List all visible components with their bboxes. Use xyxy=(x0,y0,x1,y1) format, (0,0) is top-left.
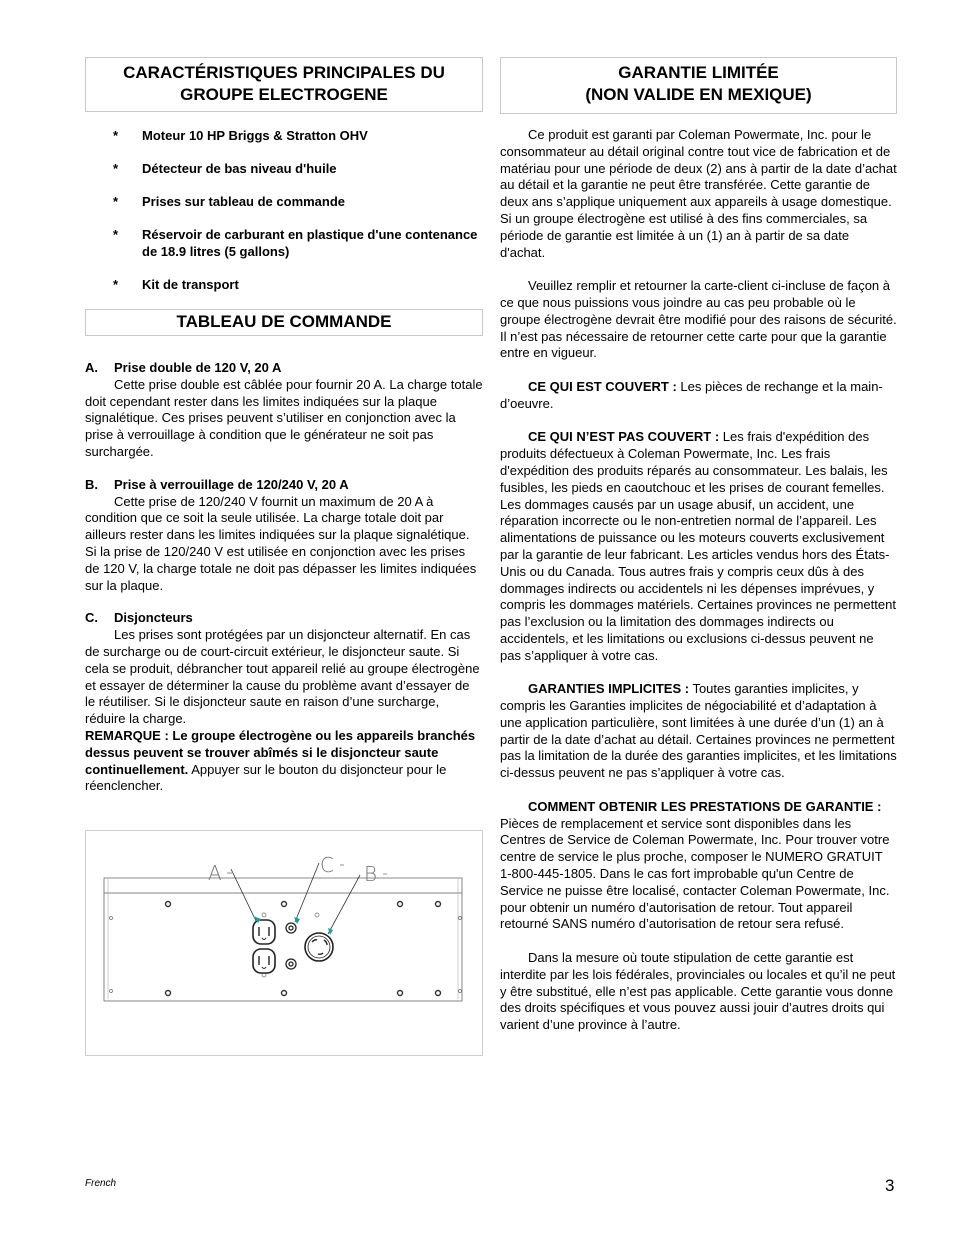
feature-text: Détecteur de bas niveau d'huile xyxy=(142,161,337,176)
section-a-title xyxy=(85,360,483,377)
service-text: Pièces de remplacement et service sont disponibles dans les Centres de Service de Coleman Powermate, Inc. Pour trouver votre centre de service le plus proche, composer le NUMERO GRATUIT 1-800-445-1805. Dans le cas fort improbable qu'un Centre de Service ne puisse être localisé, contacter Coleman Powermate, Inc. pour obtenir un numéro d’autorisation de retour. Tout appareil retourné SANS numéro d’autorisation de retour sera refusé. xyxy=(500,815,890,932)
label-c: C xyxy=(320,853,334,878)
section-title-text: Prise double de 120 V, 20 A xyxy=(114,360,282,375)
features-heading xyxy=(85,57,483,112)
section-b-title xyxy=(85,477,483,494)
covered-lead: CE QUI EST COUVERT : xyxy=(528,378,677,394)
bullet-star: * xyxy=(113,227,119,242)
list-item xyxy=(85,276,483,293)
section-letter: B. xyxy=(85,476,98,492)
implied-paragraph xyxy=(500,681,897,782)
service-paragraph xyxy=(500,799,897,933)
feature-text: Moteur 10 HP Briggs & Stratton OHV xyxy=(142,128,368,143)
covered-text: Les pièces de rechange et la main-d’oeuvre. xyxy=(500,378,883,411)
warranty-heading-line1: GARANTIE LIMITÉE xyxy=(618,63,779,82)
warranty-heading-line2: (NON VALIDE EN MEXIQUE) xyxy=(585,85,812,104)
features-heading-line2: GROUPE ELECTROGENE xyxy=(180,85,388,104)
section-c-note xyxy=(85,728,483,795)
not-covered-text: Les frais d'expédition des produits défectueux à Coleman Powermate, Inc. Les frais d'expédition des produits réparés au consommateur. Les balais, les fusibles, les pieds en caoutchouc et les prises de courant femelles. Les dommages causés par un usage abusif, un accident, une réparation incorrecte ou le non-entretien normal de l’appareil. Les alimentations de puissance ou les moteurs couverts exclusivement par la garantie de leur fabricant. Les articles vendus hors des États-Unis ou du Canada. Tous autres frais y compris ceux dûs à des dommages indirects ou accidentels ni les dépenses imprévues, y compris les dommages matériels. Certaines provinces ne permettent pas l’exclusion ou la limitation des dommages indirects ou accidentels, et les limitations ou exclusions ci-dessus peuvent ne pas s’appliquer à votre cas. xyxy=(500,429,896,663)
service-lead: COMMENT OBTENIR LES PRESTATIONS DE GARANTIE : xyxy=(528,798,882,814)
section-b xyxy=(85,477,483,595)
warranty-heading xyxy=(500,57,897,114)
covered-paragraph xyxy=(500,379,897,413)
note-rest: Appuyer sur le bouton du disjoncteur pour le réenclencher. xyxy=(85,761,447,794)
section-c-text: Les prises sont protégées par un disjoncteur alternatif. En cas de surcharge ou de court-circuit extérieur, le disjoncteur saute. Si cela se produit, débrancher tout appareil relié au groupe électrogène et essayer de déterminer la cause du problème avant d’essayer de le réutiliser. Si le disjoncteur saute en raison d’une surcharge, réduire la charge. xyxy=(85,627,480,727)
feature-text: Kit de transport xyxy=(142,277,239,292)
list-item xyxy=(85,160,483,177)
label-b: B xyxy=(364,862,378,887)
not-covered-paragraph xyxy=(500,429,897,664)
control-panel-figure xyxy=(85,830,483,1056)
section-b-body: Cette prise de 120/240 V fournit un maximum de 20 A à condition que ce soit la seule utilisée. La charge totale doit par ailleurs rester dans les limites indiquées sur la plaque signalétique. Si la prise de 120/240 V est utilisée en conjonction avec les prises de 120 V, la charge totale ne doit pas dépasser les limites indiquées sur la plaque. xyxy=(85,493,477,593)
feature-text: Réservoir de carburant en plastique d'une contenance de 18.9 litres (5 gallons) xyxy=(142,227,478,259)
warranty-paragraph-2: Veuillez remplir et retourner la carte-client ci-incluse de façon à ce que nous puissions vous joindre au cas peu probable où le groupe électrogène devrait être modifié pour des raisons de sécurité. Il n’est pas nécessaire de retourner cette carte pour que la garantie entre en vigueur. xyxy=(500,278,897,361)
features-heading-line1: CARACTÉRISTIQUES PRINCIPALES DU xyxy=(123,63,445,82)
left-column xyxy=(85,57,483,1056)
footer-language: French xyxy=(85,1178,117,1189)
note-bold: REMARQUE : Le groupe électrogène ou les appareils branchés dessus peuvent se trouver abîmés si le disjoncteur saute continuellement. xyxy=(85,727,476,777)
section-title-text: Disjoncteurs xyxy=(114,610,193,626)
section-letter: C. xyxy=(85,610,98,626)
page-number: 3 xyxy=(885,1176,895,1195)
bullet-star: * xyxy=(113,161,119,176)
section-c-body xyxy=(85,627,483,728)
control-panel-diagram xyxy=(86,831,482,1055)
feature-text: Prises sur tableau de commande xyxy=(142,194,346,209)
implied-lead: GARANTIES IMPLICITES : xyxy=(528,681,690,697)
features-list xyxy=(85,127,483,293)
implied-text: Toutes garanties implicites, y compris les Garanties implicites de négociabilité et d’adaptation à une application particulière, sont limitées à une durée d’un (1) an à partir de la date d’achat au détail. Certaines provinces ne permettent pas la limitation de la durée des garanties implicites, et les limitations ci-dessus peuvent ne pas s’appliquer à votre cas. xyxy=(500,681,897,781)
warranty-paragraph-1: Ce produit est garanti par Coleman Powermate, Inc. pour le consommateur au détail original contre tout vice de fabrication et de matériau pour une période de deux (2) ans à partir de la date d’achat au détail et la garantie ne peut être transférée. Cette garantie de deux ans s’applique uniquement aux appareils à usage domestique. Si un groupe électrogène est utilisé à des fins commerciales, sa période de garantie est limitée à un (1) an à partir de sa date d'achat. xyxy=(500,127,897,260)
list-item xyxy=(85,193,483,210)
label-a: A xyxy=(208,861,222,886)
list-item xyxy=(85,226,483,260)
section-a xyxy=(85,360,483,461)
bullet-star: * xyxy=(113,277,119,292)
right-column xyxy=(500,57,897,1034)
section-letter: A. xyxy=(85,360,98,375)
not-covered-lead: CE QUI N’EST PAS COUVERT : xyxy=(528,429,720,445)
section-c xyxy=(85,610,483,795)
section-a-body: Cette prise double est câblée pour fournir 20 A. La charge totale doit cependant rester dans les limites indiquées sur la plaque signalétique. Ces prises peuvent s’utiliser en conjonction avec la prise à verrouillage à condition que le générateur ne soit pas surchargée. xyxy=(85,376,483,459)
section-c-title xyxy=(85,610,483,627)
list-item xyxy=(85,127,483,144)
control-panel-heading: TABLEAU DE COMMANDE xyxy=(85,309,483,336)
bullet-star: * xyxy=(113,194,119,209)
section-title-text: Prise à verrouillage de 120/240 V, 20 A xyxy=(114,476,349,492)
bullet-star: * xyxy=(113,128,119,143)
warranty-paragraph-last: Dans la mesure où toute stipulation de cette garantie est interdite par les lois fédérales, provinciales ou locales et qu’il ne peut y être substitué, elle n’est pas applicable. Cette garantie vous donne des droits spécifiques et vous pouvez aussi jouir d’autres droits qui varient d’une province à l’autre. xyxy=(500,950,896,1033)
